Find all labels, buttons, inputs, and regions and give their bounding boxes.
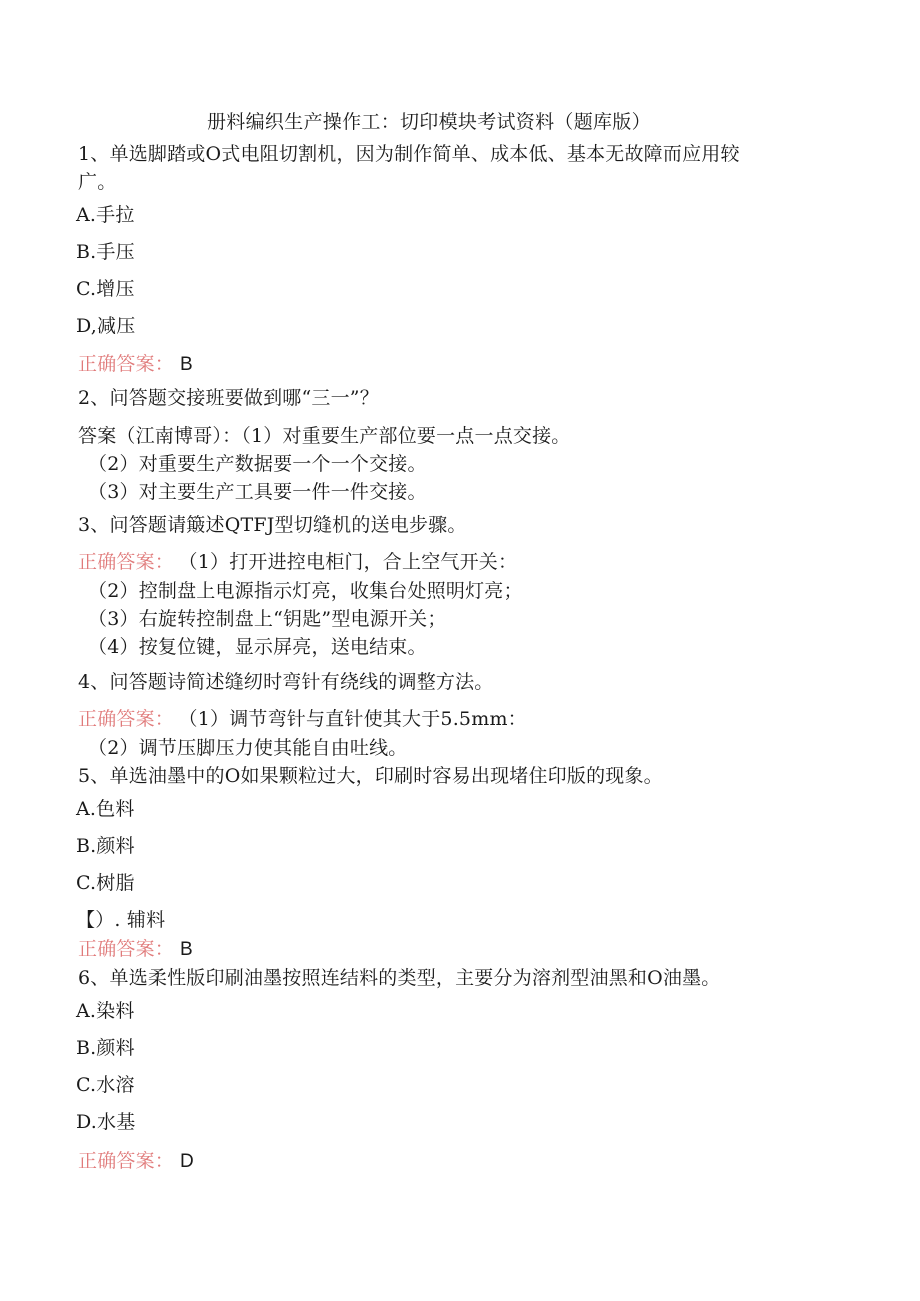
q1-option-c: C.增压 xyxy=(76,278,135,300)
q4-answer-line2: （2）调节压脚压力使其能自由吐线。 xyxy=(88,737,408,759)
q3-answer-line1 xyxy=(78,550,517,574)
answer-label: 正确答案： xyxy=(78,938,175,960)
q3-answer-line4: （4）按复位键，显示屏亮，送电结束。 xyxy=(88,636,427,658)
q2-answer-line3: （3）对主要生产工具要一件一件交接。 xyxy=(88,481,427,503)
document-title: 册料编织生产操作工：切印模块考试资料（题库版） xyxy=(207,111,651,133)
q1-option-b: B.手压 xyxy=(76,241,135,263)
q6-option-b: B.颜料 xyxy=(76,1037,135,1059)
q5-answer xyxy=(78,937,193,962)
q4-stem: 4、问答题诗简述缝纫时弯针有绕线的调整方法。 xyxy=(78,671,494,693)
q3-stem: 3、问答题请簸述QTFJ型切缝机的送电步骤。 xyxy=(78,514,467,536)
q6-answer xyxy=(78,1149,194,1174)
answer-label: 正确答案： xyxy=(78,708,175,730)
q1-stem-line2: 广。 xyxy=(78,171,117,193)
q6-option-a: A.染料 xyxy=(76,1000,135,1022)
answer-value: B xyxy=(180,354,193,375)
q4-answer-text: （1）调节弯针与直针使其大于5.5mm： xyxy=(188,708,527,730)
answer-label: 正确答案： xyxy=(78,353,175,375)
q5-option-a: A.色料 xyxy=(76,798,135,820)
q5-option-c: C.树脂 xyxy=(76,872,135,894)
q4-answer-line1 xyxy=(78,707,527,731)
q6-option-d: D.水基 xyxy=(76,1111,136,1133)
q3-answer-line3: （3）右旋转控制盘上“钥匙”型电源开关； xyxy=(88,608,447,630)
q5-option-b: B.颜料 xyxy=(76,835,135,857)
q3-answer-line2: （2）控制盘上电源指示灯亮，收集台处照明灯亮； xyxy=(88,580,523,602)
answer-value: B xyxy=(180,939,193,960)
q3-answer-text: （1）打开进控电柜门，合上空气开关： xyxy=(188,551,518,573)
answer-label: 正确答案： xyxy=(78,551,175,573)
answer-value: D xyxy=(180,1151,194,1172)
q1-option-a: A.手拉 xyxy=(76,204,135,226)
q2-stem: 2、问答题交接班要做到哪“三一”？ xyxy=(78,387,379,409)
q5-stem: 5、单选油墨中的O如果颗粒过大，印刷时容易出现堵住印版的现象。 xyxy=(78,765,663,787)
q1-stem-line1: 1、单选脚踏或O式电阻切割机，因为制作简单、成本低、基本无故障而应用较 xyxy=(78,143,740,165)
q1-answer xyxy=(78,352,193,377)
answer-label: 正确答案： xyxy=(78,1150,175,1172)
q6-option-c: C.水溶 xyxy=(76,1074,135,1096)
q2-answer-line2: （2）对重要生产数据要一个一个交接。 xyxy=(88,453,427,475)
q1-option-d: D,减压 xyxy=(76,315,136,337)
q2-answer-line1: 答案（江南博哥）：（1）对重要生产部位要一点一点交接。 xyxy=(78,425,571,447)
q5-option-d: 【）. 辅料 xyxy=(76,909,166,931)
q6-stem: 6、单选柔性版印刷油墨按照连结料的类型，主要分为溶剂型油黑和O油墨。 xyxy=(78,967,721,989)
